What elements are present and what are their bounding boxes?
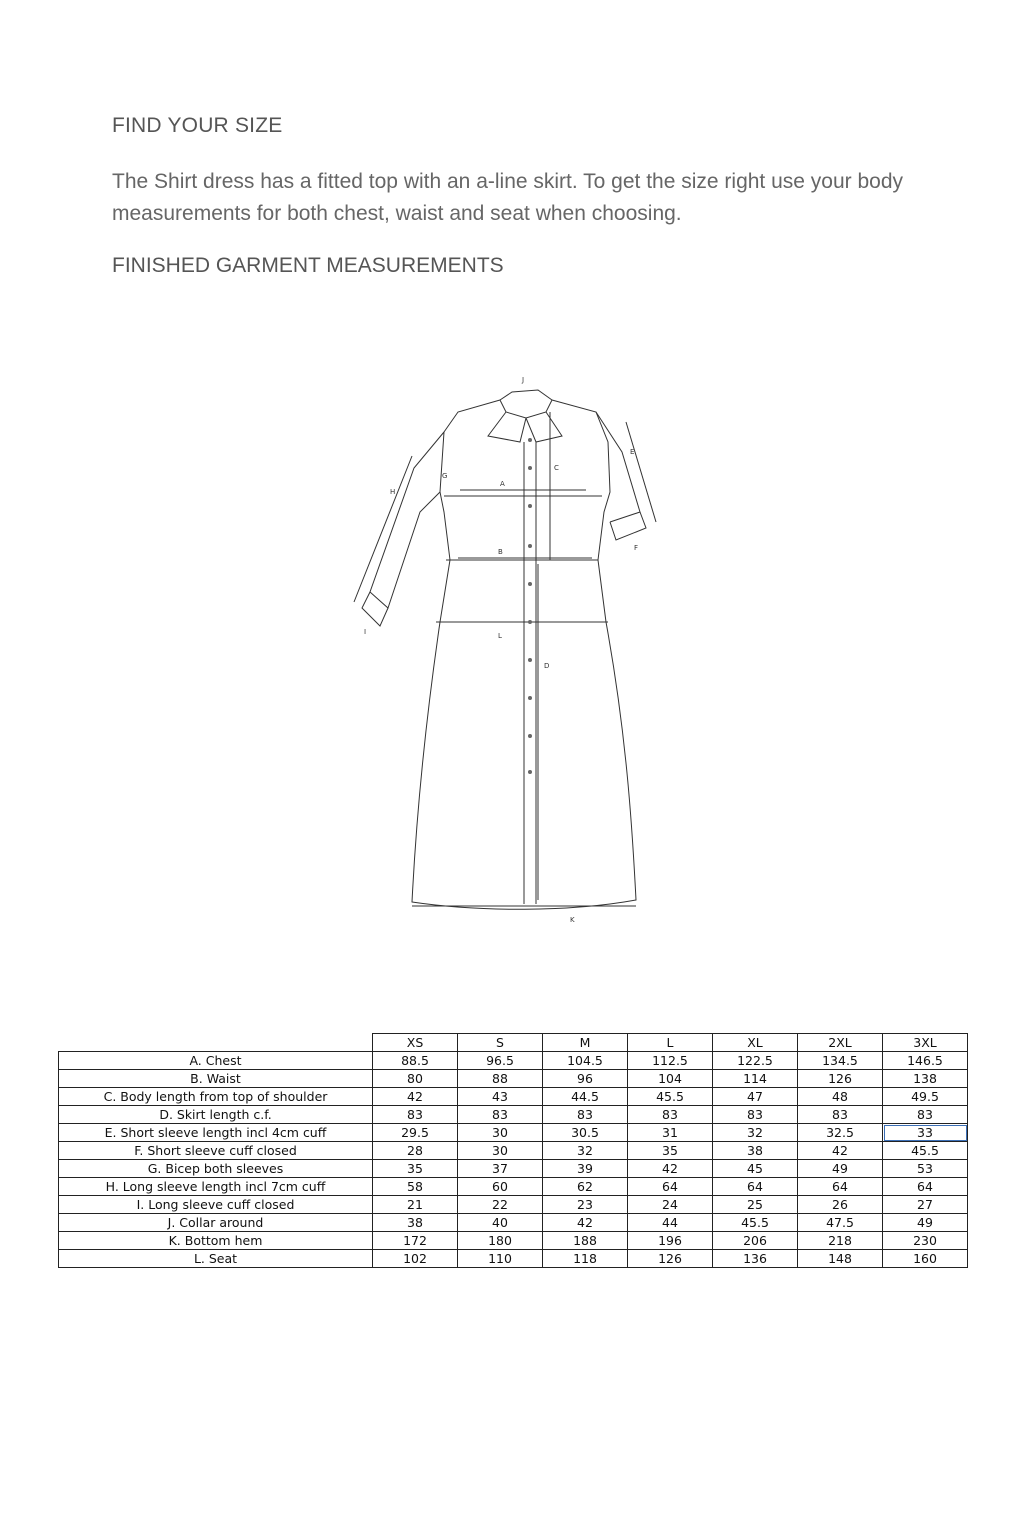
table-cell[interactable]: 102	[373, 1250, 458, 1268]
table-cell[interactable]: 206	[713, 1232, 798, 1250]
table-cell[interactable]: 96.5	[458, 1052, 543, 1070]
table-cell[interactable]: 30	[458, 1142, 543, 1160]
table-cell[interactable]: 25	[713, 1196, 798, 1214]
table-row	[59, 1088, 968, 1106]
table-cell[interactable]: 126	[798, 1070, 883, 1088]
label-L: L	[498, 632, 502, 640]
table-cell[interactable]: 134.5	[798, 1052, 883, 1070]
table-cell[interactable]: 22	[458, 1196, 543, 1214]
table-cell[interactable]: 21	[373, 1196, 458, 1214]
table-cell[interactable]: 42	[373, 1088, 458, 1106]
row-label: E. Short sleeve length incl 4cm cuff	[59, 1124, 373, 1142]
table-cell[interactable]: 49	[798, 1160, 883, 1178]
row-label: F. Short sleeve cuff closed	[59, 1142, 373, 1160]
size-header: S	[458, 1034, 543, 1052]
table-cell[interactable]: 42	[543, 1214, 628, 1232]
table-row	[59, 1214, 968, 1232]
table-cell[interactable]: 27	[883, 1196, 968, 1214]
table-cell[interactable]: 196	[628, 1232, 713, 1250]
table-cell[interactable]: 83	[373, 1106, 458, 1124]
table-cell[interactable]: 83	[883, 1106, 968, 1124]
label-C: C	[554, 464, 559, 472]
label-E: E	[630, 448, 635, 456]
table-cell[interactable]: 32	[713, 1124, 798, 1142]
table-cell[interactable]: 83	[798, 1106, 883, 1124]
table-cell[interactable]: 218	[798, 1232, 883, 1250]
intro-text: The Shirt dress has a fitted top with an a-line skirt. To get the size right use your body measurements for both chest, waist and seat when choosing.	[112, 170, 904, 225]
table-header-row	[59, 1034, 968, 1052]
table-cell[interactable]: 83	[713, 1106, 798, 1124]
table-cell[interactable]: 42	[798, 1142, 883, 1160]
table-cell[interactable]: 32	[543, 1142, 628, 1160]
table-cell[interactable]: 180	[458, 1232, 543, 1250]
table-row	[59, 1106, 968, 1124]
header-corner	[59, 1034, 373, 1052]
label-I: I	[364, 628, 367, 636]
table-row	[59, 1196, 968, 1214]
table-cell[interactable]: 230	[883, 1232, 968, 1250]
table-cell[interactable]: 49.5	[883, 1088, 968, 1106]
page-title: FIND YOUR SIZE	[112, 114, 283, 137]
table-row	[59, 1232, 968, 1250]
table-cell[interactable]: 30	[458, 1124, 543, 1142]
size-header: XL	[713, 1034, 798, 1052]
table-row	[59, 1250, 968, 1268]
table-row	[59, 1142, 968, 1160]
row-label: J. Collar around	[59, 1214, 373, 1232]
table-cell[interactable]: 47	[713, 1088, 798, 1106]
table-cell[interactable]: 126	[628, 1250, 713, 1268]
table-cell[interactable]: 35	[628, 1142, 713, 1160]
table-cell[interactable]: 112.5	[628, 1052, 713, 1070]
table-cell[interactable]: 104	[628, 1070, 713, 1088]
label-F: F	[634, 544, 639, 552]
table-cell[interactable]: 64	[883, 1178, 968, 1196]
table-cell[interactable]: 32.5	[798, 1124, 883, 1142]
table-cell[interactable]: 24	[628, 1196, 713, 1214]
table-cell[interactable]: 118	[543, 1250, 628, 1268]
table-cell[interactable]: 53	[883, 1160, 968, 1178]
row-label: C. Body length from top of shoulder	[59, 1088, 373, 1106]
table-cell[interactable]: 37	[458, 1160, 543, 1178]
table-cell[interactable]: 47.5	[798, 1214, 883, 1232]
table-cell[interactable]: 39	[543, 1160, 628, 1178]
table-cell[interactable]: 88	[458, 1070, 543, 1088]
table-cell[interactable]: 48	[798, 1088, 883, 1106]
table-cell[interactable]: 83	[458, 1106, 543, 1124]
table-cell[interactable]: 29.5	[373, 1124, 458, 1142]
table-cell[interactable]: 44.5	[543, 1088, 628, 1106]
size-header: 2XL	[798, 1034, 883, 1052]
table-cell[interactable]: 146.5	[883, 1052, 968, 1070]
table-cell[interactable]: 88.5	[373, 1052, 458, 1070]
label-K: K	[570, 916, 575, 924]
table-cell[interactable]: 114	[713, 1070, 798, 1088]
garment-diagram	[340, 372, 680, 932]
table-cell[interactable]: 26	[798, 1196, 883, 1214]
table-row	[59, 1178, 968, 1196]
table-cell[interactable]: 64	[628, 1178, 713, 1196]
table-cell[interactable]: 160	[883, 1250, 968, 1268]
table-cell[interactable]: 38	[713, 1142, 798, 1160]
size-header: XS	[373, 1034, 458, 1052]
table-cell[interactable]: 122.5	[713, 1052, 798, 1070]
table-row	[59, 1052, 968, 1070]
row-label: G. Bicep both sleeves	[59, 1160, 373, 1178]
label-B: B	[498, 548, 503, 556]
table-cell[interactable]: 83	[543, 1106, 628, 1124]
row-label: L. Seat	[59, 1250, 373, 1268]
table-cell[interactable]: 43	[458, 1088, 543, 1106]
table-cell[interactable]: 45.5	[713, 1214, 798, 1232]
section-heading: FINISHED GARMENT MEASUREMENTS	[112, 254, 504, 277]
row-label: A. Chest	[59, 1052, 373, 1070]
row-label: I. Long sleeve cuff closed	[59, 1196, 373, 1214]
table-cell[interactable]: 35	[373, 1160, 458, 1178]
table-cell[interactable]: 83	[628, 1106, 713, 1124]
table-cell[interactable]: 45	[713, 1160, 798, 1178]
table-cell[interactable]: 64	[713, 1178, 798, 1196]
row-label: B. Waist	[59, 1070, 373, 1088]
table-cell[interactable]: 38	[373, 1214, 458, 1232]
long-sleeve-left	[370, 432, 444, 608]
table-cell[interactable]: 136	[713, 1250, 798, 1268]
label-H: H	[390, 488, 396, 496]
table-cell[interactable]: 60	[458, 1178, 543, 1196]
collar	[500, 390, 552, 418]
row-label: D. Skirt length c.f.	[59, 1106, 373, 1124]
collar-points	[488, 412, 562, 442]
table-cell[interactable]: 62	[543, 1178, 628, 1196]
table-cell[interactable]: 49	[883, 1214, 968, 1232]
table-cell[interactable]: 42	[628, 1160, 713, 1178]
table-cell[interactable]: 148	[798, 1250, 883, 1268]
label-J: J	[522, 376, 525, 384]
dress-illustration	[340, 372, 680, 932]
table-cell[interactable]: 172	[373, 1232, 458, 1250]
table-row	[59, 1070, 968, 1088]
size-header: 3XL	[883, 1034, 968, 1052]
table-row	[59, 1160, 968, 1178]
table-cell[interactable]: 45.5	[883, 1142, 968, 1160]
table-cell[interactable]: 104.5	[543, 1052, 628, 1070]
table-cell[interactable]: 31	[628, 1124, 713, 1142]
table-cell[interactable]: 138	[883, 1070, 968, 1088]
table-cell[interactable]: 110	[458, 1250, 543, 1268]
measurement-table	[58, 1033, 968, 1268]
label-D: D	[544, 662, 550, 670]
table-cell[interactable]: 28	[373, 1142, 458, 1160]
size-header: L	[628, 1034, 713, 1052]
label-G: G	[442, 472, 448, 480]
table-cell[interactable]: 40	[458, 1214, 543, 1232]
table-cell[interactable]: 23	[543, 1196, 628, 1214]
table-cell[interactable]: 30.5	[543, 1124, 628, 1142]
label-A: A	[500, 480, 505, 488]
bodice-left	[440, 400, 500, 622]
table-cell[interactable]: 58	[373, 1178, 458, 1196]
row-label: H. Long sleeve length incl 7cm cuff	[59, 1178, 373, 1196]
table-cell[interactable]: 33	[883, 1124, 968, 1142]
table-cell[interactable]: 44	[628, 1214, 713, 1232]
table-cell[interactable]: 45.5	[628, 1088, 713, 1106]
table-cell[interactable]: 96	[543, 1070, 628, 1088]
table-row	[59, 1124, 968, 1142]
table-cell[interactable]: 80	[373, 1070, 458, 1088]
row-label: K. Bottom hem	[59, 1232, 373, 1250]
size-header: M	[543, 1034, 628, 1052]
table-cell[interactable]: 188	[543, 1232, 628, 1250]
table-cell[interactable]: 64	[798, 1178, 883, 1196]
